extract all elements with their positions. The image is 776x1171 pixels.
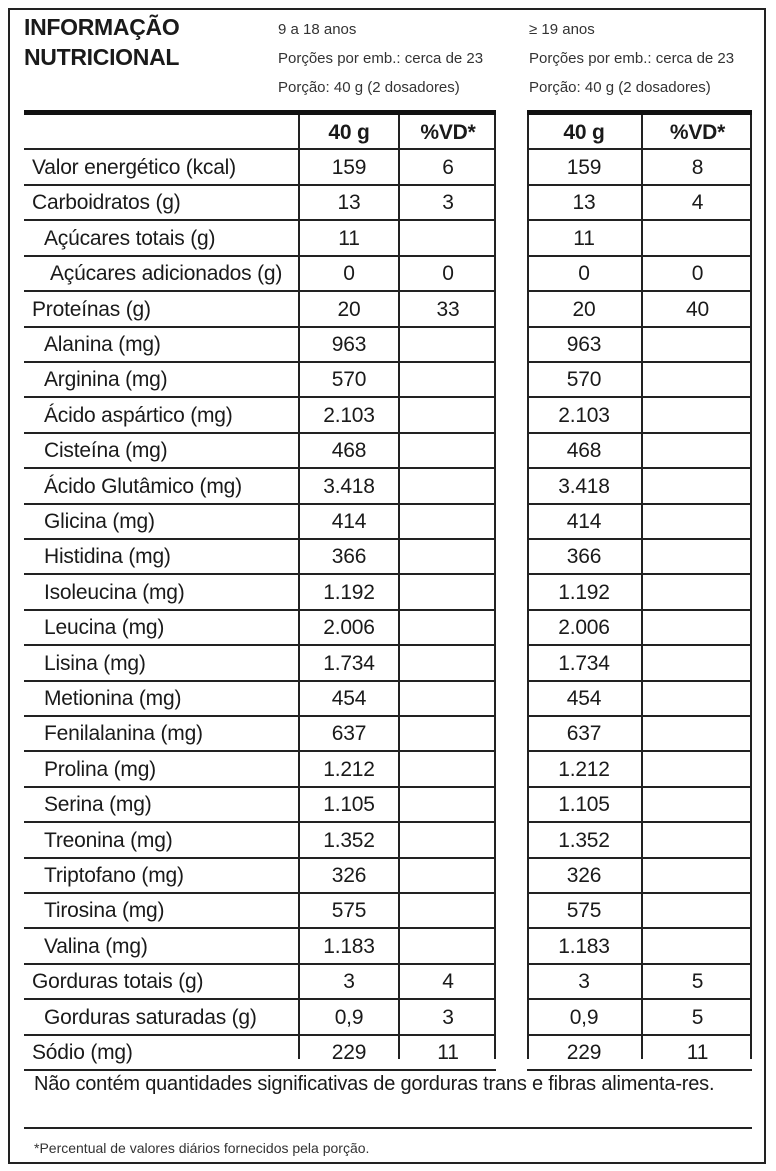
amount-9-18: 3 — [343, 970, 355, 993]
amount-19-plus: 326 — [566, 864, 602, 887]
dv-19-plus — [643, 433, 752, 468]
nutrient-label: Proteínas (g) — [32, 298, 151, 321]
amount-9-18: 1.734 — [323, 652, 375, 675]
nutrient-label: Prolina (mg) — [44, 758, 156, 781]
dv-19-plus: 8 — [691, 156, 704, 179]
nutrient-label: Sódio (mg) — [32, 1041, 133, 1064]
amount-9-18: 2.006 — [323, 616, 375, 639]
amount-19-plus: 20 — [572, 298, 596, 321]
amount-19-plus: 13 — [572, 191, 596, 214]
dv-19-plus — [643, 610, 752, 645]
amount-9-18: 366 — [331, 545, 367, 568]
dv-19-plus — [643, 539, 752, 574]
row-divider — [527, 1069, 752, 1071]
group-servings: Porções por emb.: cerca de 23 — [529, 50, 735, 67]
amount-19-plus: 0 — [578, 262, 590, 285]
dv-19-plus — [643, 858, 752, 893]
nutrient-label: Metionina (mg) — [44, 687, 182, 710]
amount-19-plus: 1.734 — [558, 652, 610, 675]
amount-9-18: 468 — [331, 439, 367, 462]
group-name: ≥ 19 anos — [529, 21, 595, 38]
nutrient-label: Açúcares adicionados (g) — [50, 262, 283, 285]
amount-19-plus: 2.103 — [558, 404, 610, 427]
nutrient-label: Leucina (mg) — [44, 616, 165, 639]
group-portion: Porção: 40 g (2 dosadores) — [529, 79, 711, 96]
dv-19-plus: 11 — [686, 1041, 709, 1064]
amount-19-plus: 3 — [578, 970, 590, 993]
amount-9-18: 20 — [337, 298, 361, 321]
group-name: 9 a 18 anos — [278, 21, 357, 38]
dv-9-18: 4 — [442, 970, 454, 993]
amount-9-18: 13 — [337, 191, 361, 214]
dv-9-18: 3 — [442, 191, 454, 214]
dv-9-18 — [400, 610, 496, 645]
dv-19-plus: 0 — [691, 262, 704, 285]
amount-19-plus: 963 — [566, 333, 602, 356]
dv-9-18: 6 — [442, 156, 454, 179]
dv-19-plus — [643, 327, 752, 362]
dv-9-18 — [400, 716, 496, 751]
dv-9-18 — [400, 929, 496, 964]
dv-19-plus: 5 — [691, 1006, 704, 1029]
amount-19-plus: 0,9 — [569, 1006, 599, 1029]
amount-19-plus: 159 — [566, 156, 602, 179]
nutrient-label: Arginina (mg) — [44, 368, 168, 391]
dv-9-18: 33 — [436, 298, 460, 321]
dv-9-18 — [400, 327, 496, 362]
amount-19-plus: 575 — [566, 899, 602, 922]
group-portion: Porção: 40 g (2 dosadores) — [278, 79, 460, 96]
amount-19-plus: 1.183 — [558, 935, 610, 958]
amount-9-18: 159 — [331, 156, 367, 179]
nutrient-label: Lisina (mg) — [44, 652, 146, 675]
dv-9-18 — [400, 752, 496, 787]
column-header-amount: 40 g — [328, 121, 370, 144]
nutrient-label: Gorduras saturadas (g) — [44, 1006, 257, 1029]
amount-9-18: 1.352 — [323, 829, 375, 852]
amount-19-plus: 570 — [566, 368, 602, 391]
title-line-2: NUTRICIONAL — [24, 44, 180, 70]
dv-19-plus — [643, 469, 752, 504]
amount-9-18: 1.212 — [323, 758, 375, 781]
dv-19-plus — [643, 716, 752, 751]
amount-9-18: 570 — [331, 368, 367, 391]
dv-9-18 — [400, 575, 496, 610]
amount-19-plus: 229 — [566, 1041, 602, 1064]
amount-19-plus: 1.352 — [558, 829, 610, 852]
amount-9-18: 1.192 — [323, 581, 375, 604]
dv-19-plus — [643, 681, 752, 716]
amount-9-18: 575 — [331, 899, 367, 922]
nutrient-label: Açúcares totais (g) — [44, 227, 216, 250]
amount-19-plus: 366 — [566, 545, 602, 568]
nutrient-label: Histidina (mg) — [44, 545, 171, 568]
amount-9-18: 454 — [331, 687, 367, 710]
dv-19-plus — [643, 575, 752, 610]
dv-9-18 — [400, 681, 496, 716]
nutrient-label: Triptofano (mg) — [44, 864, 184, 887]
amount-9-18: 1.183 — [323, 935, 375, 958]
dv-19-plus — [643, 221, 752, 256]
dv-19-plus — [643, 823, 752, 858]
amount-19-plus: 11 — [573, 227, 595, 250]
amount-19-plus: 2.006 — [558, 616, 610, 639]
amount-9-18: 414 — [331, 510, 367, 533]
dv-9-18 — [400, 504, 496, 539]
amount-9-18: 11 — [338, 227, 360, 250]
amount-19-plus: 454 — [566, 687, 602, 710]
amount-9-18: 326 — [331, 864, 367, 887]
dv-footnote: *Percentual de valores diários fornecidos pela porção. — [34, 1140, 370, 1156]
amount-9-18: 229 — [331, 1041, 367, 1064]
footnote-divider — [24, 1127, 752, 1129]
dv-19-plus: 5 — [691, 970, 704, 993]
amount-19-plus: 468 — [566, 439, 602, 462]
nutrient-label: Alanina (mg) — [44, 333, 161, 356]
amount-19-plus: 1.192 — [558, 581, 610, 604]
group-header-9-18 — [278, 20, 483, 107]
dv-9-18 — [400, 646, 496, 681]
dv-19-plus — [643, 398, 752, 433]
dv-9-18 — [400, 433, 496, 468]
dv-9-18 — [400, 362, 496, 397]
dv-19-plus — [643, 752, 752, 787]
nutrient-label: Glicina (mg) — [44, 510, 155, 533]
amount-9-18: 0 — [343, 262, 355, 285]
amount-9-18: 0,9 — [334, 1006, 364, 1029]
nutrient-label: Tirosina (mg) — [44, 899, 165, 922]
group-header-19-plus — [529, 20, 734, 107]
dv-9-18: 3 — [442, 1006, 454, 1029]
title-line-1: INFORMAÇÃO — [24, 14, 180, 40]
nutrient-label: Cisteína (mg) — [44, 439, 168, 462]
nutrient-label: Isoleucina (mg) — [44, 581, 185, 604]
group-servings: Porções por emb.: cerca de 23 — [278, 50, 484, 67]
amount-9-18: 637 — [331, 722, 367, 745]
column-header-dv: %VD* — [669, 121, 726, 144]
dv-19-plus — [643, 787, 752, 822]
nutrient-label: Fenilalanina (mg) — [44, 722, 203, 745]
nutrient-label: Ácido Glutâmico (mg) — [44, 475, 242, 498]
amount-9-18: 2.103 — [323, 404, 375, 427]
amount-19-plus: 1.212 — [558, 758, 610, 781]
amount-19-plus: 1.105 — [558, 793, 610, 816]
amount-9-18: 1.105 — [323, 793, 375, 816]
dv-9-18 — [400, 221, 496, 256]
dv-9-18 — [400, 823, 496, 858]
dv-19-plus: 40 — [686, 298, 709, 321]
nutrient-label: Carboidratos (g) — [32, 191, 181, 214]
amount-19-plus: 414 — [566, 510, 602, 533]
dv-9-18 — [400, 787, 496, 822]
nutrient-label: Ácido aspártico (mg) — [44, 404, 233, 427]
amount-9-18: 963 — [331, 333, 367, 356]
nutrient-label: Gorduras totais (g) — [32, 970, 204, 993]
amount-19-plus: 637 — [566, 722, 602, 745]
amount-9-18: 3.418 — [323, 475, 375, 498]
nutrient-label: Serina (mg) — [44, 793, 152, 816]
dv-9-18: 11 — [437, 1041, 459, 1064]
dv-9-18: 0 — [442, 262, 454, 285]
dv-19-plus — [643, 362, 752, 397]
row-divider — [24, 1069, 496, 1071]
dv-19-plus — [643, 504, 752, 539]
column-header-amount: 40 g — [563, 121, 605, 144]
nutrient-label: Treonina (mg) — [44, 829, 173, 852]
column-header-dv: %VD* — [420, 121, 476, 144]
dv-9-18 — [400, 398, 496, 433]
panel-title — [24, 12, 179, 72]
nutrient-label: Valor energético (kcal) — [32, 156, 236, 179]
nutrient-label: Valina (mg) — [44, 935, 148, 958]
dv-9-18 — [400, 469, 496, 504]
dv-9-18 — [400, 858, 496, 893]
trans-fat-fiber-note: Não contém quantidades significativas de gorduras trans e fibras alimenta-res. — [34, 1073, 715, 1095]
dv-19-plus: 4 — [691, 191, 704, 214]
dv-19-plus — [643, 929, 752, 964]
dv-19-plus — [643, 646, 752, 681]
dv-19-plus — [643, 893, 752, 928]
dv-9-18 — [400, 893, 496, 928]
amount-19-plus: 3.418 — [558, 475, 610, 498]
dv-9-18 — [400, 539, 496, 574]
